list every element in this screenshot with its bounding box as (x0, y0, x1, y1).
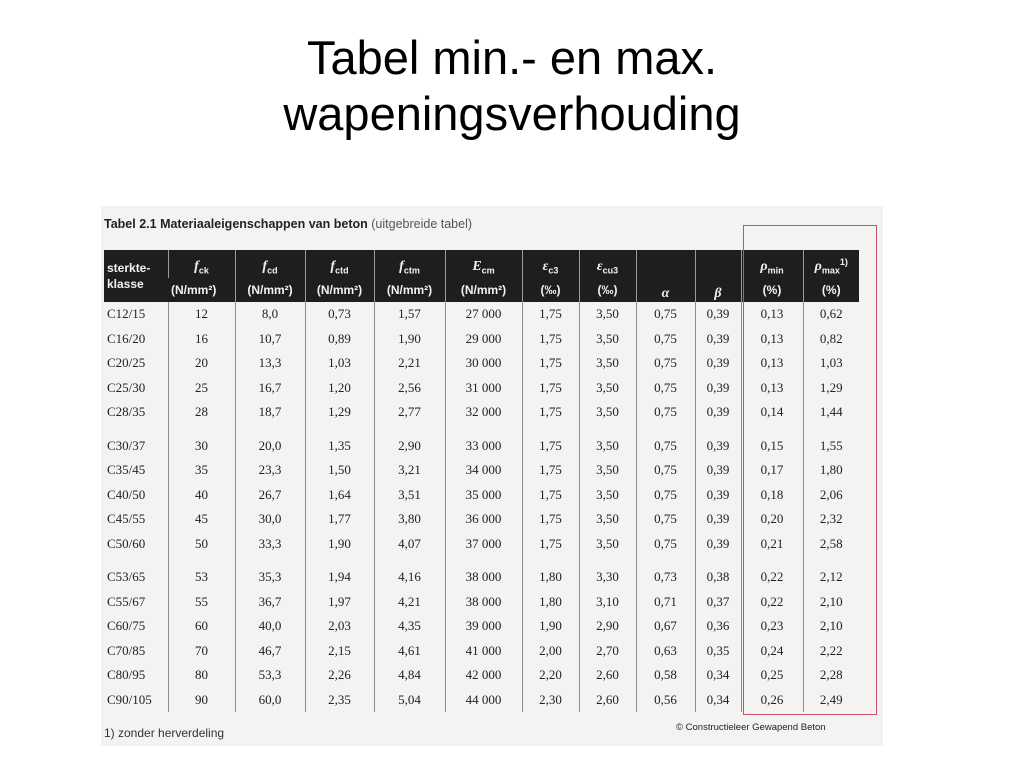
table-row (104, 458, 859, 483)
strength-class-cell: C12/15 (107, 306, 146, 322)
table-cell: 0,75 (636, 483, 695, 508)
table-cell: 55 (168, 590, 235, 615)
unit-ec3: (‰) (522, 278, 579, 302)
table-cell: 0,39 (695, 376, 741, 401)
strength-class-cell: C45/55 (107, 511, 146, 527)
table-cell: 50 (168, 532, 235, 557)
table-cell: 3,50 (579, 532, 636, 557)
table-cell: 4,07 (374, 532, 445, 557)
table-cell: 1,90 (305, 532, 374, 557)
table-cell: 2,90 (374, 425, 445, 459)
table-cell: 1,64 (305, 483, 374, 508)
table-cell: 0,39 (695, 532, 741, 557)
table-cell: 3,50 (579, 483, 636, 508)
header-ecu3: $\varepsilon_{cu3}$ (579, 250, 636, 278)
table-cell: 23,3 (235, 458, 305, 483)
table-cell: 2,70 (579, 639, 636, 664)
strength-class-cell: C30/37 (107, 437, 146, 453)
table-cell: 1,29 (803, 376, 859, 401)
table-cell: 2,10 (803, 614, 859, 639)
table-cell: 32 000 (445, 400, 522, 425)
header-rho-max: $\rho_{max}^{1)}$ (803, 250, 859, 278)
title-line-2: wapeningsverhouding (283, 87, 741, 140)
header-beta: β (695, 250, 741, 302)
table-cell: 1,20 (305, 376, 374, 401)
table-cell: 18,7 (235, 400, 305, 425)
table-cell: 33,3 (235, 532, 305, 557)
header-klasse-line1: sterkte- (107, 261, 151, 275)
caption-label: Tabel 2.1 (104, 217, 157, 231)
unit-rho-min: (%) (741, 278, 803, 302)
table-cell: 35 000 (445, 483, 522, 508)
table-cell: 0,58 (636, 663, 695, 688)
table-row (104, 327, 859, 352)
table-cell: 46,7 (235, 639, 305, 664)
table-cell: 0,34 (695, 663, 741, 688)
table-cell: 3,50 (579, 327, 636, 352)
strength-class-cell: C35/45 (107, 462, 146, 478)
table-row (104, 639, 859, 664)
table-cell: 0,39 (695, 351, 741, 376)
strength-class-cell: C60/75 (107, 618, 146, 634)
table-cell: 1,50 (305, 458, 374, 483)
table-cell: 2,60 (579, 663, 636, 688)
table-cell: 60 (168, 614, 235, 639)
table-cell: 0,75 (636, 327, 695, 352)
table-cell: 1,75 (522, 351, 579, 376)
header-alpha: α (636, 250, 695, 302)
table-cell: 0,75 (636, 376, 695, 401)
header-fctd: $f_{ctd}$ (305, 250, 374, 278)
table-cell: 0,75 (636, 458, 695, 483)
table-cell: 1,80 (803, 458, 859, 483)
table-cell: 1,97 (305, 590, 374, 615)
table-cell: 0,75 (636, 351, 695, 376)
table-cell: 0,37 (695, 590, 741, 615)
table-cell: 70 (168, 639, 235, 664)
table-cell: 0,62 (803, 302, 859, 327)
table-cell: 4,16 (374, 556, 445, 590)
header-fck: $f_{ck}$ (168, 250, 235, 278)
table-cell: 42 000 (445, 663, 522, 688)
table-cell: 0,21 (741, 532, 803, 557)
table-row (104, 507, 859, 532)
table-cell: 2,06 (803, 483, 859, 508)
table-cell: 80 (168, 663, 235, 688)
table-cell: 4,61 (374, 639, 445, 664)
table-cell: 0,24 (741, 639, 803, 664)
table-cell: 2,32 (803, 507, 859, 532)
table-cell: 3,50 (579, 351, 636, 376)
table-cell: 0,23 (741, 614, 803, 639)
table-cell: 2,03 (305, 614, 374, 639)
table-cell: 1,75 (522, 425, 579, 459)
table-row (104, 556, 859, 590)
table-cell: 0,75 (636, 400, 695, 425)
strength-class-cell: C16/20 (107, 330, 146, 346)
strength-class-cell: C70/85 (107, 642, 146, 658)
table-cell: 30,0 (235, 507, 305, 532)
header-fctm: $f_{ctm}$ (374, 250, 445, 278)
table-cell: 3,50 (579, 400, 636, 425)
table-cell: 5,04 (374, 688, 445, 713)
table-cell: 0,89 (305, 327, 374, 352)
header-strength-class (104, 250, 168, 302)
table-cell: 2,22 (803, 639, 859, 664)
table-cell: 0,63 (636, 639, 695, 664)
table-cell: 2,58 (803, 532, 859, 557)
table-row (104, 590, 859, 615)
table-cell: 2,30 (522, 688, 579, 713)
table-cell: 2,12 (803, 556, 859, 590)
table-caption (104, 217, 472, 231)
table-cell: 0,25 (741, 663, 803, 688)
table-cell: 0,34 (695, 688, 741, 713)
table-cell: 34 000 (445, 458, 522, 483)
strength-class-cell: C50/60 (107, 535, 146, 551)
table-cell: 2,60 (579, 688, 636, 713)
table-cell: 8,0 (235, 302, 305, 327)
table-cell: 39 000 (445, 614, 522, 639)
table-cell: 53 (168, 556, 235, 590)
table-cell: 36 000 (445, 507, 522, 532)
table-cell: 3,51 (374, 483, 445, 508)
table-cell: 27 000 (445, 302, 522, 327)
table-row (104, 614, 859, 639)
table-cell: 0,39 (695, 400, 741, 425)
table-cell: 1,75 (522, 302, 579, 327)
table-cell: 0,56 (636, 688, 695, 713)
table-cell: 0,13 (741, 376, 803, 401)
table-cell: 20 (168, 351, 235, 376)
table-cell: 40 (168, 483, 235, 508)
table-row (104, 400, 859, 425)
table-cell: 0,75 (636, 507, 695, 532)
table-row (104, 663, 859, 688)
table-row (104, 351, 859, 376)
table-cell: 36,7 (235, 590, 305, 615)
table-cell: 0,73 (636, 556, 695, 590)
strength-class-cell: C28/35 (107, 404, 146, 420)
table-cell: 38 000 (445, 556, 522, 590)
table-cell: 1,44 (803, 400, 859, 425)
table-cell: 1,90 (522, 614, 579, 639)
table-cell: 1,03 (803, 351, 859, 376)
table-cell: 0,67 (636, 614, 695, 639)
table-cell: 0,39 (695, 507, 741, 532)
table-cell: 1,75 (522, 532, 579, 557)
table-cell: 10,7 (235, 327, 305, 352)
table-cell: 53,3 (235, 663, 305, 688)
table-cell: 2,56 (374, 376, 445, 401)
table-cell: 38 000 (445, 590, 522, 615)
table-cell: 0,18 (741, 483, 803, 508)
header-rho-min: $\rho_{min}$ (741, 250, 803, 278)
caption-name: Materiaaleigenschappen van beton (160, 217, 368, 231)
table-cell: 1,75 (522, 327, 579, 352)
table-cell: 33 000 (445, 425, 522, 459)
table-cell: 16,7 (235, 376, 305, 401)
table-cell: 2,90 (579, 614, 636, 639)
table-cell: 1,77 (305, 507, 374, 532)
table-cell: 13,3 (235, 351, 305, 376)
table-cell: 29 000 (445, 327, 522, 352)
header-unit-row (104, 278, 859, 302)
header-klasse-line2: klasse (107, 277, 144, 291)
table-cell: 1,90 (374, 327, 445, 352)
table-cell: 3,50 (579, 302, 636, 327)
unit-fck: (N/mm²) (168, 278, 235, 302)
table-cell: 2,26 (305, 663, 374, 688)
header-symbol-row (104, 250, 859, 278)
table-cell: 0,39 (695, 327, 741, 352)
unit-fctm: (N/mm²) (374, 278, 445, 302)
strength-class-cell: C20/25 (107, 355, 146, 371)
table-cell: 16 (168, 327, 235, 352)
strength-class-cell: C40/50 (107, 486, 146, 502)
table-cell: 0,39 (695, 458, 741, 483)
table-cell: 0,20 (741, 507, 803, 532)
table-cell: 3,50 (579, 425, 636, 459)
strength-class-cell: C90/105 (107, 691, 152, 707)
slide-title (0, 30, 1024, 142)
table-cell: 35 (168, 458, 235, 483)
table-row (104, 302, 859, 327)
table-cell: 1,57 (374, 302, 445, 327)
table-cell: 0,39 (695, 483, 741, 508)
table-cell: 0,13 (741, 302, 803, 327)
copyright-note: © Constructieleer Gewapend Beton (676, 722, 826, 733)
table-cell: 1,75 (522, 376, 579, 401)
table-row (104, 425, 859, 459)
table-cell: 0,22 (741, 556, 803, 590)
table-cell: 45 (168, 507, 235, 532)
footnote: 1) zonder herverdeling (104, 726, 225, 740)
table-cell: 1,29 (305, 400, 374, 425)
table-cell: 0,39 (695, 425, 741, 459)
table-cell: 44 000 (445, 688, 522, 713)
table-cell: 0,73 (305, 302, 374, 327)
header-ecm: $E_{cm}$ (445, 250, 522, 278)
table-cell: 4,84 (374, 663, 445, 688)
table-cell: 2,77 (374, 400, 445, 425)
unit-fcd: (N/mm²) (235, 278, 305, 302)
table-cell: 1,75 (522, 400, 579, 425)
table-cell: 40,0 (235, 614, 305, 639)
table-cell: 1,35 (305, 425, 374, 459)
table-row (104, 376, 859, 401)
table-cell: 2,15 (305, 639, 374, 664)
table-cell: 3,50 (579, 507, 636, 532)
table-cell: 0,14 (741, 400, 803, 425)
table-cell: 2,35 (305, 688, 374, 713)
table-cell: 35,3 (235, 556, 305, 590)
table-cell: 3,10 (579, 590, 636, 615)
table-cell: 30 000 (445, 351, 522, 376)
table-cell: 1,55 (803, 425, 859, 459)
table-cell: 31 000 (445, 376, 522, 401)
table-cell: 4,35 (374, 614, 445, 639)
table-cell: 0,13 (741, 351, 803, 376)
table-row (104, 688, 859, 713)
table-cell: 4,21 (374, 590, 445, 615)
table-cell: 30 (168, 425, 235, 459)
strength-class-cell: C55/67 (107, 593, 146, 609)
table-cell: 2,21 (374, 351, 445, 376)
table-cell: 28 (168, 400, 235, 425)
table-scan-image (101, 206, 883, 746)
table-cell: 25 (168, 376, 235, 401)
table-cell: 0,36 (695, 614, 741, 639)
table-cell: 2,00 (522, 639, 579, 664)
table-cell: 0,75 (636, 302, 695, 327)
table-cell: 1,94 (305, 556, 374, 590)
table-cell: 37 000 (445, 532, 522, 557)
table-cell: 3,50 (579, 458, 636, 483)
table-cell: 20,0 (235, 425, 305, 459)
table-cell: 0,22 (741, 590, 803, 615)
table-cell: 0,82 (803, 327, 859, 352)
strength-class-cell: C53/65 (107, 569, 146, 585)
table-row (104, 483, 859, 508)
material-properties-table (104, 250, 859, 712)
table-cell: 60,0 (235, 688, 305, 713)
unit-ecu3: (‰) (579, 278, 636, 302)
unit-rho-max: (%) (803, 278, 859, 302)
header-fcd: $f_{cd}$ (235, 250, 305, 278)
table-cell: 41 000 (445, 639, 522, 664)
title-line-1: Tabel min.- en max. (306, 31, 718, 84)
table-cell: 3,50 (579, 376, 636, 401)
table-cell: 0,13 (741, 327, 803, 352)
strength-class-cell: C80/95 (107, 667, 146, 683)
table-cell: 2,49 (803, 688, 859, 713)
table-cell: 1,75 (522, 507, 579, 532)
table-cell: 26,7 (235, 483, 305, 508)
table-cell: 3,80 (374, 507, 445, 532)
table-cell: 0,26 (741, 688, 803, 713)
unit-fctd: (N/mm²) (305, 278, 374, 302)
header-ec3: $\varepsilon_{c3}$ (522, 250, 579, 278)
table-cell: 2,20 (522, 663, 579, 688)
table-cell: 3,30 (579, 556, 636, 590)
table-cell: 1,80 (522, 590, 579, 615)
table-cell: 0,15 (741, 425, 803, 459)
table-cell: 0,17 (741, 458, 803, 483)
strength-class-cell: C25/30 (107, 379, 146, 395)
table-cell: 2,10 (803, 590, 859, 615)
table-cell: 1,03 (305, 351, 374, 376)
table-cell: 90 (168, 688, 235, 713)
table-cell: 2,28 (803, 663, 859, 688)
table-cell: 0,75 (636, 532, 695, 557)
table-cell: 1,80 (522, 556, 579, 590)
table-row (104, 532, 859, 557)
table-cell: 0,75 (636, 425, 695, 459)
table-cell: 0,71 (636, 590, 695, 615)
table-cell: 0,39 (695, 302, 741, 327)
table-body (104, 302, 859, 712)
table-cell: 1,75 (522, 483, 579, 508)
table-cell: 0,35 (695, 639, 741, 664)
table-cell: 12 (168, 302, 235, 327)
unit-ecm: (N/mm²) (445, 278, 522, 302)
table-cell: 0,38 (695, 556, 741, 590)
caption-note: (uitgebreide tabel) (371, 217, 473, 231)
table-cell: 3,21 (374, 458, 445, 483)
table-cell: 1,75 (522, 458, 579, 483)
